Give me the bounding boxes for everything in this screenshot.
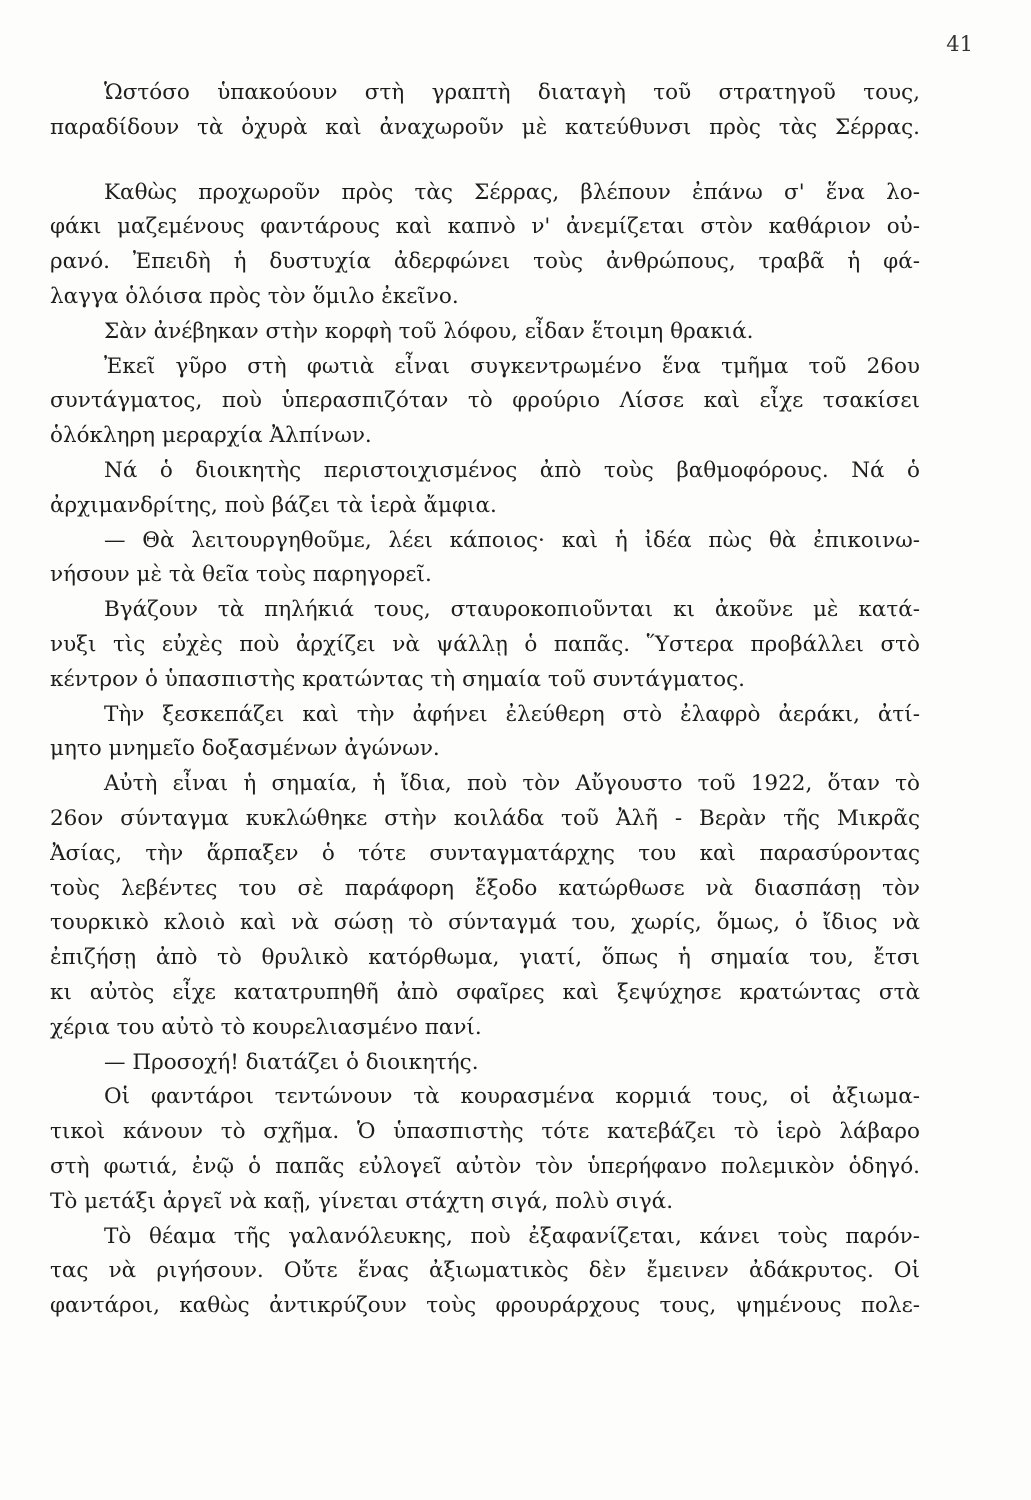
text-line: Ὡστόσο ὑπακούουν στὴ γραπτὴ διαταγὴ τοῦ στρατηγοῦ τους, (104, 80, 920, 105)
text-line: τας νὰ ριγήσουν. Οὔτε ἕνας ἀξιωματικὸς δὲν ἔμεινεν ἀδάκρυτος. Οἱ (50, 1258, 920, 1284)
text-line: — Προσοχή! διατάζει ὁ διοικητής. (104, 1049, 479, 1075)
text-line: ἐπιζήσῃ ἀπὸ τὸ θρυλικὸ κατόρθωμα, γιατί, ὅπως ἡ σημαία του, ἔτσι (50, 945, 920, 971)
page-number: 41 (946, 32, 973, 56)
text-line: — Θὰ λειτουργηθοῦμε, λέει κάποιος· καὶ ἡ ἰδέα πὼς θὰ ἐπικοινω- (104, 527, 920, 553)
text-line: λαγγα ὁλόισα πρὸς τὸν ὅμιλο ἐκεῖνο. (50, 283, 459, 309)
text-line: Οἱ φαντάροι τεντώνουν τὰ κουρασμένα κορμιά τους, οἱ ἀξιωμα- (104, 1084, 920, 1110)
text-line: Αὐτὴ εἶναι ἡ σημαία, ἡ ἴδια, ποὺ τὸν Αὔγουστο τοῦ 1922, ὅταν τὸ (104, 771, 920, 797)
text-line: χέρια του αὐτὸ τὸ κουρελιασμένο πανί. (50, 1014, 482, 1040)
text-line: συντάγματος, ποὺ ὑπερασπιζόταν τὸ φρούριο Λίσσε καὶ εἶχε τσακίσει (50, 388, 920, 414)
text-line: τουρκικὸ κλοιὸ καὶ νὰ σώσῃ τὸ σύνταγμά του, χωρίς, ὅμως, ὁ ἴδιος νὰ (50, 910, 920, 936)
text-line: φάκι μαζεμένους φαντάρους καὶ καπνὸ ν' ἀνεμίζεται στὸν καθάριον οὐ- (50, 214, 920, 240)
text-line: παραδίδουν τὰ ὀχυρὰ καὶ ἀναχωροῦν μὲ κατεύθυνσι πρὸς τὰς Σέρρας. (50, 114, 920, 140)
text-line: τικοὶ κάνουν τὸ σχῆμα. Ὁ ὑπασπιστὴς τότε κατεβάζει τὸ ἱερὸ λάβαρο (50, 1119, 920, 1145)
text-line: 26ον σύνταγμα κυκλώθηκε στὴν κοιλάδα τοῦ Ἀλῆ - Βερὰν τῆς Μικρᾶς (50, 805, 920, 831)
text-line: Καθὼς προχωροῦν πρὸς τὰς Σέρρας, βλέπουν ἐπάνω σ' ἕνα λο- (104, 179, 920, 205)
text-line: Ἐκεῖ γῦρο στὴ φωτιὰ εἶναι συγκεντρωμένο ἕνα τμῆμα τοῦ 26ου (104, 353, 920, 379)
text-line: ἀρχιμανδρίτης, ποὺ βάζει τὰ ἱερὰ ἄμφια. (50, 492, 497, 518)
text-line: Νά ὁ διοικητὴς περιστοιχισμένος ἀπὸ τοὺς βαθμοφόρους. Νά ὁ (104, 457, 920, 483)
text-line: φαντάροι, καθὼς ἀντικρύζουν τοὺς φρουράρχους τους, ψημένους πολε- (50, 1293, 920, 1319)
text-line: Βγάζουν τὰ πηλήκιά τους, σταυροκοπιοῦνται κι ἀκοῦνε μὲ κατά- (104, 597, 920, 623)
text-line: Τὴν ξεσκεπάζει καὶ τὴν ἀφήνει ἐλεύθερη στὸ ἐλαφρὸ ἀεράκι, ἀτί- (104, 701, 920, 727)
text-line: κέντρον ὁ ὑπασπιστὴς κρατώντας τὴ σημαία τοῦ συντάγματος. (50, 666, 745, 692)
text-line: Τὸ μετάξι ἀργεῖ νὰ καῇ, γίνεται στάχτη σιγά, πολὺ σιγά. (50, 1188, 674, 1214)
text-line: νυξι τὶς εὐχὲς ποὺ ἀρχίζει νὰ ψάλλῃ ὁ παπᾶς. Ὕστερα προβάλλει στὸ (50, 631, 920, 657)
text-line: τοὺς λεβέντες του σὲ παράφορη ἔξοδο κατώρθωσε νὰ διασπάσῃ τὸν (50, 875, 920, 901)
text-line: κι αὐτὸς εἶχε κατατρυπηθῆ ἀπὸ σφαῖρες καὶ ξεψύχησε κρατώντας στὰ (50, 979, 920, 1005)
text-line: ὁλόκληρη μεραρχία Ἀλπίνων. (50, 423, 372, 449)
body-text (50, 76, 920, 1324)
text-line: νήσουν μὲ τὰ θεῖα τοὺς παρηγορεῖ. (50, 562, 432, 588)
text-line: μητο μνημεῖο δοξασμένων ἀγώνων. (50, 736, 440, 762)
text-line: Ἀσίας, τὴν ἅρπαξεν ὁ τότε συνταγματάρχης του καὶ παρασύροντας (50, 840, 920, 866)
text-line: Σὰν ἀνέβηκαν στὴν κορφὴ τοῦ λόφου, εἶδαν ἕτοιμη θρακιά. (104, 318, 754, 344)
text-line: στὴ φωτιά, ἐνῷ ὁ παπᾶς εὐλογεῖ αὐτὸν τὸν ὑπερήφανο πολεμικὸν ὁδηγό. (50, 1153, 920, 1179)
text-line: ρανό. Ἐπειδὴ ἡ δυστυχία ἀδερφώνει τοὺς ἀνθρώπους, τραβᾶ ἡ φά- (50, 249, 920, 275)
paragraph-gap (50, 146, 920, 176)
text-line: Τὸ θέαμα τῆς γαλανόλευκης, ποὺ ἐξαφανίζεται, κάνει τοὺς παρόν- (104, 1223, 920, 1249)
